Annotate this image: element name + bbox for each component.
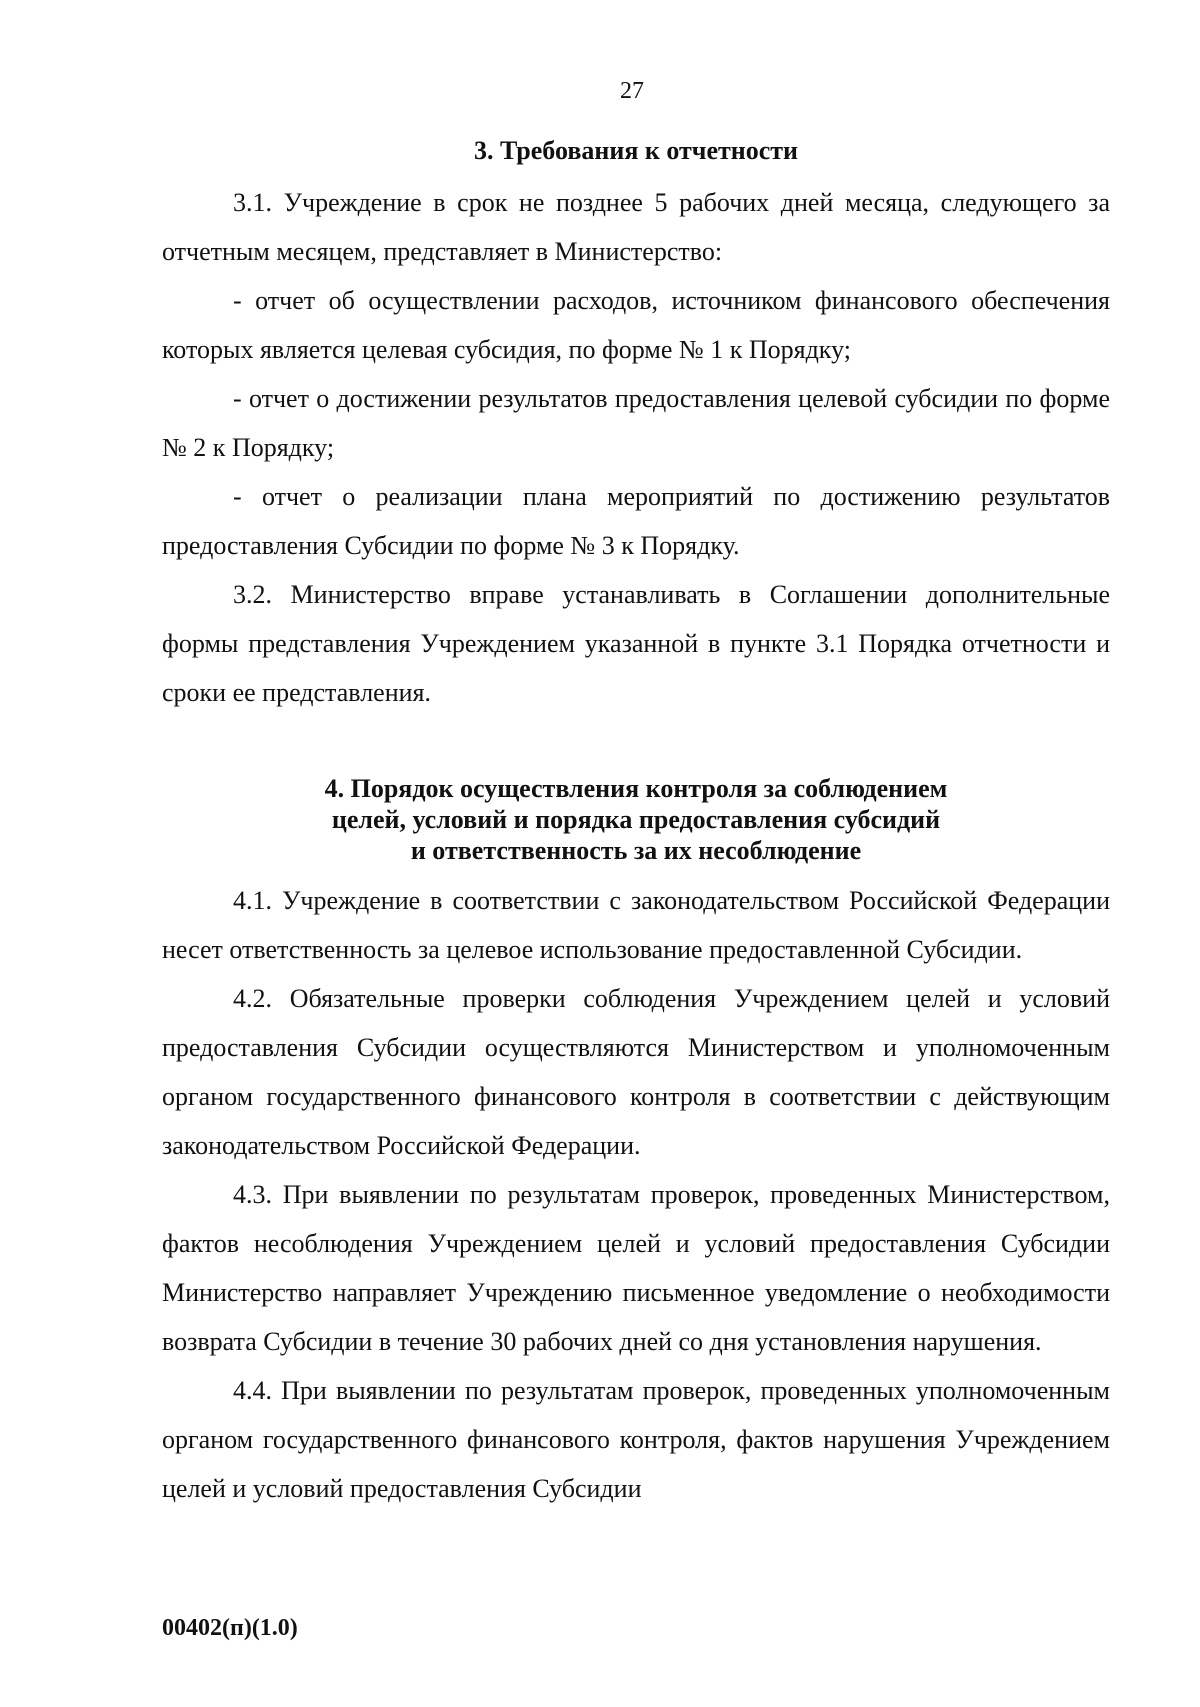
section-4-heading-line-3: и ответственность за их несоблюдение (410, 836, 862, 865)
paragraph-4-2: 4.2. Обязательные проверки соблюдения Учреждением целей и условий предоставления Субсидии осуществляются Министерством и уполномоченным органом государственного финансового контроля в соответствии с действующим законодательством Российской Федерации. (162, 984, 1110, 1160)
paragraph-4-1: 4.1. Учреждение в соответствии с законодательством Российской Федерации несет ответственность за целевое использование предоставленной Субсидии. (162, 886, 1110, 964)
paragraph-3-1-item-3: - отчет о реализации плана мероприятий по достижению результатов предоставления Субсидии по форме № 3 к Порядку. (162, 482, 1110, 560)
paragraph-3-1-item-2: - отчет о достижении результатов предоставления целевой субсидии по форме № 2 к Порядку; (162, 384, 1110, 462)
document-body (162, 135, 1110, 1513)
paragraph-3-1: 3.1. Учреждение в срок не позднее 5 рабочих дней месяца, следующего за отчетным месяцем, представляет в Министерство: (162, 188, 1110, 266)
page-number: 27 (620, 78, 644, 104)
paragraph-4-4: 4.4. При выявлении по результатам проверок, проведенных уполномоченным органом государственного финансового контроля, фактов нарушения Учреждением целей и условий предоставления Субсидии (162, 1376, 1110, 1503)
section-3-heading: 3. Требования к отчетности (473, 136, 799, 165)
section-4-heading-line-1: 4. Порядок осуществления контроля за соблюдением (324, 774, 948, 803)
paragraph-4-3: 4.3. При выявлении по результатам проверок, проведенных Министерством, фактов несоблюдения Учреждением целей и условий предоставления Субсидии Министерство направляет Учреждению письменное уведомление о необходимости возврата Субсидии в течение 30 рабочих дней со дня установления нарушения. (162, 1180, 1110, 1356)
section-4-heading-line-2: целей, условий и порядка предоставления субсидий (331, 805, 941, 834)
section-4-heading (162, 773, 1110, 866)
document-code: 00402(п)(1.0) (162, 1615, 298, 1641)
paragraph-3-2: 3.2. Министерство вправе устанавливать в Соглашении дополнительные формы представления Учреждением указанной в пункте 3.1 Порядка отчетности и сроки ее представления. (162, 580, 1110, 707)
paragraph-3-1-item-1: - отчет об осуществлении расходов, источником финансового обеспечения которых является целевая субсидия, по форме № 1 к Порядку; (162, 286, 1110, 364)
